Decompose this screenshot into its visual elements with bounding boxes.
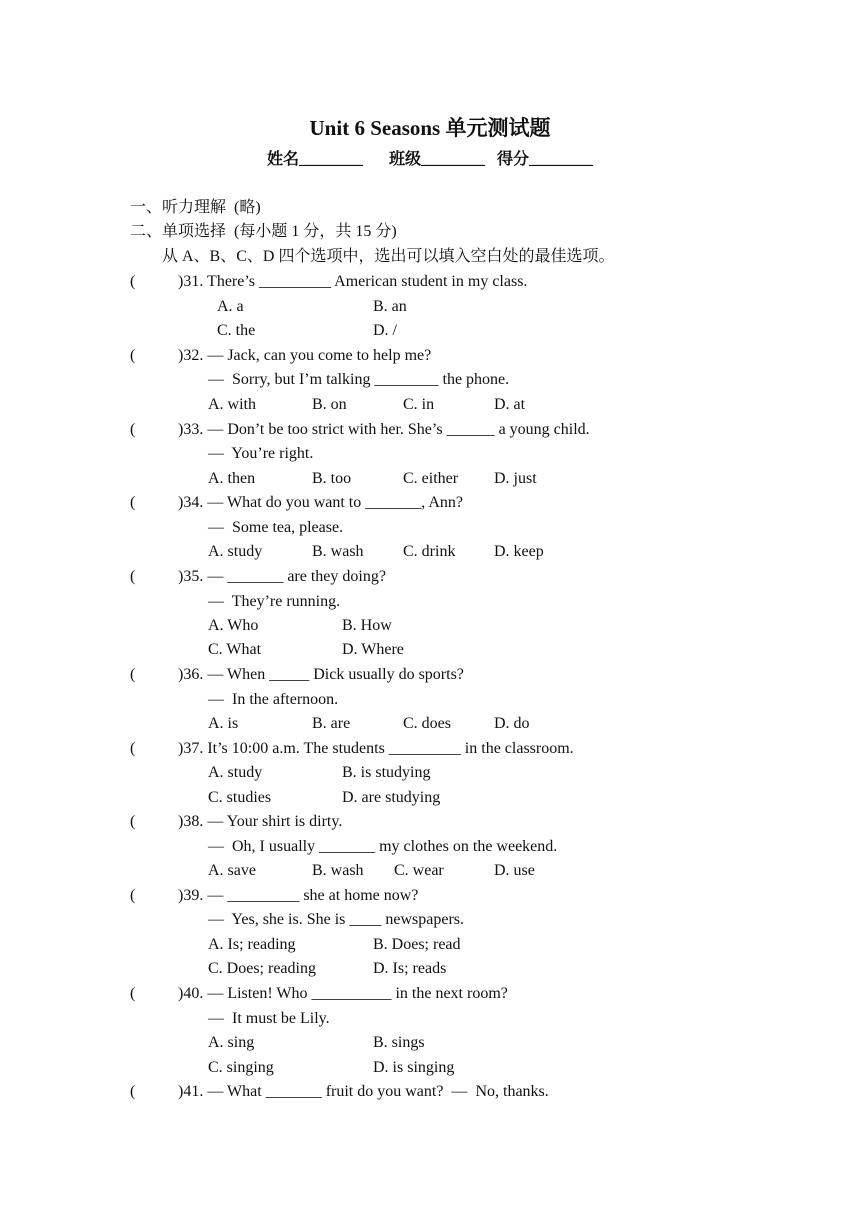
option-c: C. in (403, 396, 435, 413)
answer-paren[interactable]: ( (130, 813, 136, 830)
question-39-reply: — Yes, she is. She is ____ newspapers. (208, 911, 464, 928)
answer-paren[interactable]: ( (130, 985, 136, 1002)
score-field[interactable]: 得分________ (497, 151, 594, 168)
option-c: C. singing (208, 1059, 274, 1076)
question-34-reply: — Some tea, please. (208, 519, 344, 536)
option-a: A. is (208, 715, 239, 732)
option-b: B. an (373, 298, 407, 315)
option-c: C. either (403, 470, 459, 487)
class-field[interactable]: 班级________ (388, 151, 485, 168)
option-c: C. does (403, 715, 451, 732)
option-b: B. too (312, 470, 352, 487)
question-35: )35. — _______ are they doing? (178, 568, 386, 585)
option-d: D. / (373, 322, 397, 339)
option-c: C. studies (208, 789, 272, 806)
option-a: A. study (208, 543, 263, 560)
answer-paren[interactable]: ( (130, 347, 136, 364)
option-c: C. the (217, 322, 256, 339)
option-b: B. are (312, 715, 351, 732)
option-a: A. a (217, 298, 244, 315)
option-c: C. Does; reading (208, 960, 316, 977)
question-31: )31. There’s _________ American student in my class. (178, 273, 528, 290)
question-36-reply: — In the afternoon. (208, 691, 339, 708)
question-41: )41. — What _______ fruit do you want? — No, thanks. (178, 1083, 549, 1100)
section-instruction: 从 A、B、C、D 四个选项中，选出可以填入空白处的最佳选项。 (162, 248, 615, 265)
answer-paren[interactable]: ( (130, 1083, 136, 1100)
option-b: B. is studying (342, 764, 431, 781)
question-40-reply: — It must be Lily. (208, 1010, 330, 1027)
option-c: C. What (208, 641, 262, 658)
option-d: D. Where (342, 641, 404, 658)
answer-paren[interactable]: ( (130, 568, 136, 585)
question-36: )36. — When _____ Dick usually do sports? (178, 666, 464, 683)
option-b: B. sings (373, 1034, 425, 1051)
option-b: B. Does; read (373, 936, 461, 953)
option-b: B. wash (312, 862, 364, 879)
option-d: D. do (494, 715, 530, 732)
option-a: A. Who (208, 617, 259, 634)
option-d: D. at (494, 396, 526, 413)
question-33-reply: — You’re right. (208, 445, 314, 462)
option-d: D. keep (494, 543, 544, 560)
question-37: )37. It’s 10:00 a.m. The students _________ in the classroom. (178, 740, 574, 757)
answer-paren[interactable]: ( (130, 494, 136, 511)
option-c: C. drink (403, 543, 456, 560)
section-listening-heading: 一、听力理解 (略) (130, 199, 261, 216)
question-34: )34. — What do you want to _______, Ann? (178, 494, 464, 511)
question-35-reply: — They’re running. (208, 593, 341, 610)
question-32: )32. — Jack, can you come to help me? (178, 347, 432, 364)
page-title: Unit 6 Seasons 单元测试题 (309, 116, 551, 140)
option-a: A. study (208, 764, 263, 781)
question-38: )38. — Your shirt is dirty. (178, 813, 343, 830)
option-d: D. use (494, 862, 535, 879)
name-field[interactable]: 姓名________ (266, 151, 363, 168)
option-a: A. save (208, 862, 256, 879)
option-b: B. How (342, 617, 392, 634)
question-40: )40. — Listen! Who __________ in the next room? (178, 985, 508, 1002)
option-a: A. with (208, 396, 256, 413)
answer-paren[interactable]: ( (130, 666, 136, 683)
option-d: D. are studying (342, 789, 441, 806)
option-a: A. then (208, 470, 256, 487)
option-a: A. Is; reading (208, 936, 296, 953)
option-a: A. sing (208, 1034, 255, 1051)
answer-paren[interactable]: ( (130, 740, 136, 757)
answer-paren[interactable]: ( (130, 887, 136, 904)
option-d: D. is singing (373, 1059, 455, 1076)
option-d: D. just (494, 470, 537, 487)
question-33: )33. — Don’t be too strict with her. She’s ______ a young child. (178, 421, 590, 438)
option-b: B. on (312, 396, 347, 413)
answer-paren[interactable]: ( (130, 421, 136, 438)
student-info-line (0, 148, 860, 172)
option-d: D. Is; reads (373, 960, 447, 977)
section-choice-heading: 二、单项选择 (每小题 1 分，共 15 分) (130, 223, 397, 240)
question-38-reply: — Oh, I usually _______ my clothes on the weekend. (208, 838, 558, 855)
question-39: )39. — _________ she at home now? (178, 887, 419, 904)
question-32-reply: — Sorry, but I’m talking ________ the phone. (208, 371, 510, 388)
option-b: B. wash (312, 543, 364, 560)
option-c: C. wear (394, 862, 444, 879)
answer-paren[interactable]: ( (130, 273, 136, 290)
